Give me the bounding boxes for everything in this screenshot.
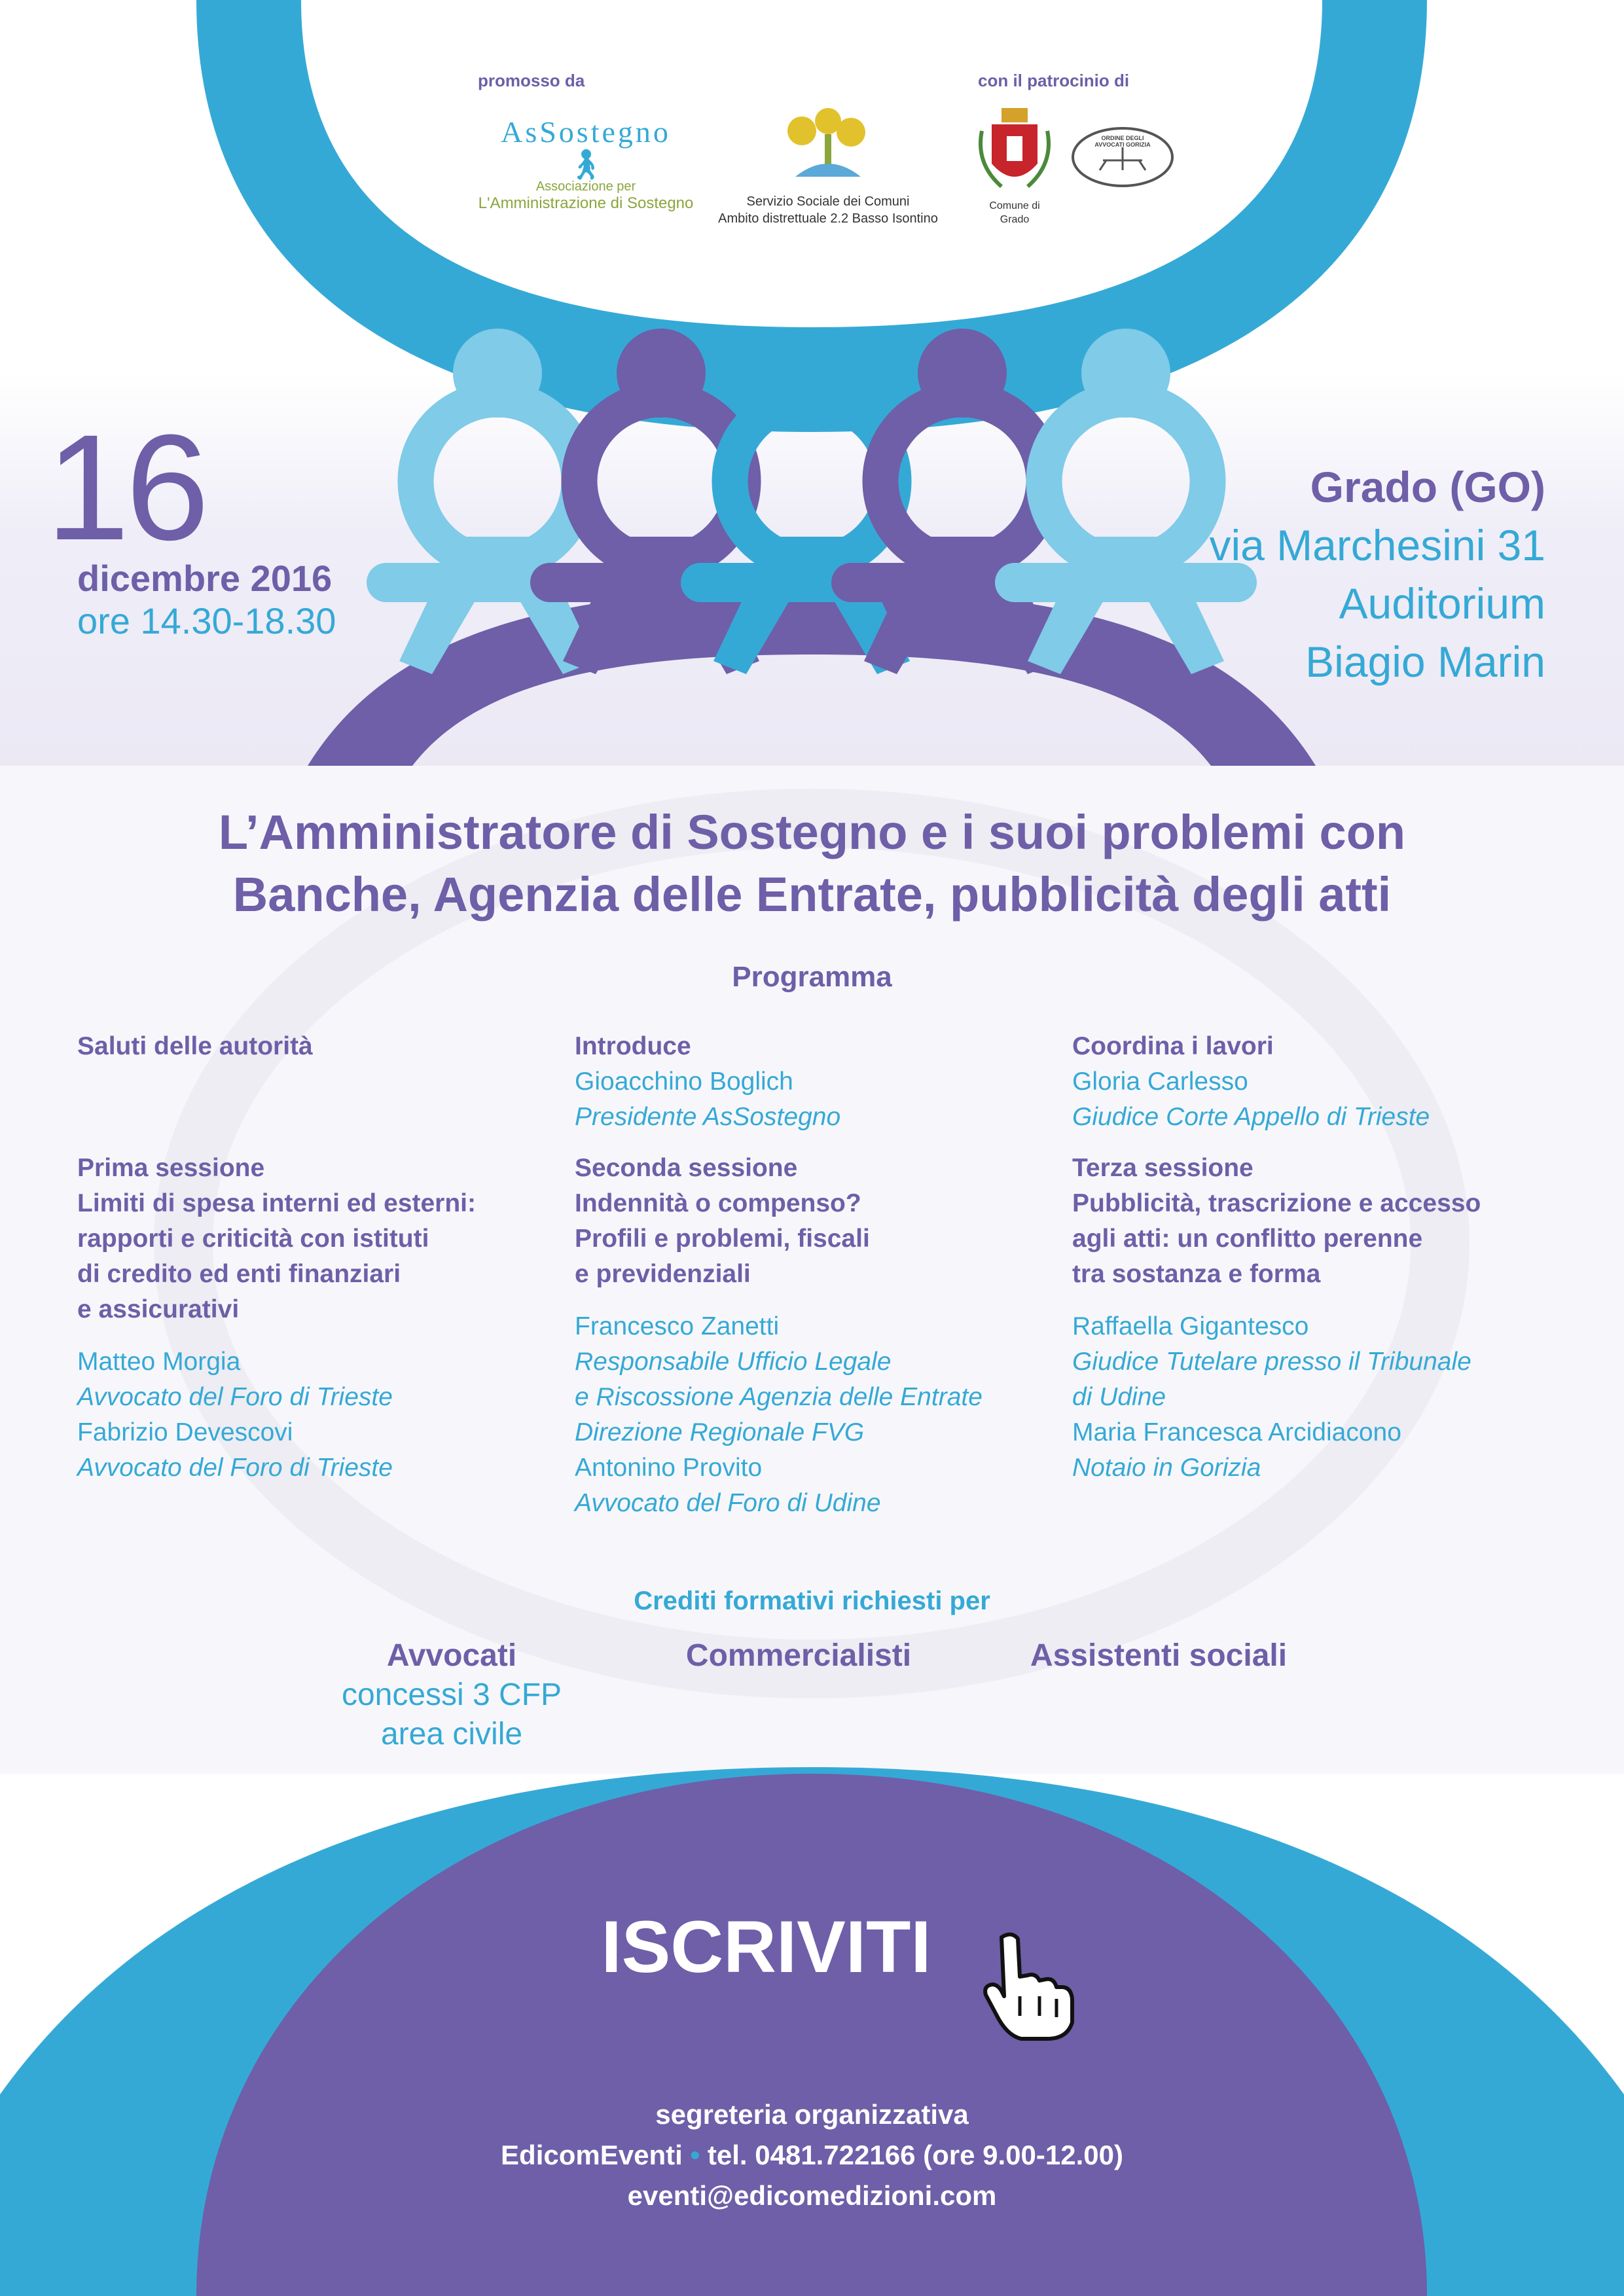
ordine-seal-icon (1070, 124, 1175, 190)
promoted-by-label: promosso da (478, 71, 585, 90)
credit-avvocati-label: Avvocati (386, 1638, 517, 1673)
programme-column-1 (77, 1029, 549, 1486)
session-3-topic-1: Pubblicità, trascrizione e accesso (1072, 1189, 1481, 1217)
speaker-gigantesco-role-2: di Udine (1072, 1383, 1166, 1411)
venue-hall-2: Biagio Marin (1305, 637, 1545, 687)
programme-heading: Programma (732, 961, 892, 993)
speaker-zanetti-role-3: Direzione Regionale FVG (575, 1418, 865, 1446)
patronage-label: con il patrocinio di (978, 71, 1130, 90)
speaker-arcidiacono-role: Notaio in Gorizia (1072, 1454, 1261, 1482)
assostegno-wordmark: AsSostegno (501, 115, 671, 149)
register-button[interactable]: ISCRIVITI (601, 1906, 931, 1988)
comune-line-1: Comune di (989, 200, 1040, 211)
speaker-devescovi: Fabrizio Devescovi (77, 1418, 293, 1446)
session-2-topic-2: Profili e problemi, fiscali (575, 1225, 870, 1253)
speaker-zanetti-role-2: e Riscossione Agenzia delle Entrate (575, 1383, 983, 1411)
secretariat-label: segreteria organizzativa (655, 2099, 969, 2130)
hand-pointer-icon[interactable] (982, 1931, 1080, 2042)
event-day: 16 (46, 403, 206, 571)
servizio-sociale-logo (717, 105, 939, 227)
title-line-2: Banche, Agenzia delle Entrate, pubblicità degli atti (232, 867, 1392, 922)
assostegno-subtitle-2: L'Amministrazione di Sostegno (478, 194, 694, 212)
speaker-morgia: Matteo Morgia (77, 1348, 241, 1376)
assostegno-logo (478, 115, 694, 213)
email-link[interactable]: eventi@edicomedizioni.com (627, 2180, 997, 2211)
separator-bullet: • (690, 2140, 700, 2170)
session-3-label: Terza sessione (1072, 1154, 1254, 1182)
session-2-label: Seconda sessione (575, 1154, 798, 1182)
coordinator-name: Gloria Carlesso (1072, 1067, 1248, 1096)
comune-grado-logo (975, 105, 1054, 227)
speaker-zanetti-role-1: Responsabile Ufficio Legale (575, 1348, 892, 1376)
intro-name: Gioacchino Boglich (575, 1067, 793, 1096)
ordine-text: ORDINE DEGLI AVVOCATI GORIZIA (1094, 135, 1151, 148)
venue-city: Grado (GO) (1310, 463, 1545, 511)
intro-role: Presidente AsSostegno (575, 1103, 841, 1131)
servizio-line-2: Ambito distrettuale 2.2 Basso Isontino (718, 211, 938, 226)
speaker-provito: Antonino Provito (575, 1454, 763, 1482)
session-3-topic-3: tra sostanza e forma (1072, 1260, 1321, 1288)
session-1-topic-4: e assicurativi (77, 1295, 240, 1323)
company-name: EdicomEventi (501, 2140, 683, 2170)
venue-block (1087, 458, 1545, 691)
session-1-label: Prima sessione (77, 1154, 265, 1182)
speaker-morgia-role: Avvocato del Foro di Trieste (77, 1383, 393, 1411)
footer-secretariat (0, 2094, 1624, 2216)
title-line-1: L’Amministratore di Sostegno e i suoi problemi con (218, 805, 1406, 859)
event-month-year: dicembre 2016 (77, 558, 333, 599)
speaker-zanetti: Francesco Zanetti (575, 1312, 780, 1340)
credit-avvocati-line-1: concessi 3 CFP (341, 1677, 562, 1712)
credits-heading: Crediti formativi richiesti per (634, 1587, 990, 1615)
credit-commercialisti: Commercialisti (685, 1638, 912, 1673)
speaker-provito-role: Avvocato del Foro di Udine (575, 1489, 881, 1517)
credit-avvocati (308, 1636, 596, 1754)
session-1-topic-3: di credito ed enti finanziari (77, 1260, 401, 1288)
session-2-topic-3: e previdenziali (575, 1260, 751, 1288)
coordinator-role: Giudice Corte Appello di Trieste (1072, 1103, 1430, 1131)
welcome-label: Saluti delle autorità (77, 1032, 313, 1060)
phone-number[interactable]: tel. 0481.722166 (ore 9.00-12.00) (707, 2140, 1123, 2170)
speaker-devescovi-role: Avvocato del Foro di Trieste (77, 1454, 393, 1482)
assostegno-subtitle-1: Associazione per (535, 179, 636, 194)
venue-street: via Marchesini 31 (1209, 521, 1545, 570)
servizio-line-1: Servizio Sociale dei Comuni (746, 194, 910, 209)
speaker-gigantesco: Raffaella Gigantesco (1072, 1312, 1309, 1340)
contact-line (0, 2135, 1624, 2176)
venue-hall-1: Auditorium (1339, 579, 1545, 628)
session-3-topic-2: agli atti: un conflitto perenne (1072, 1225, 1423, 1253)
coat-of-arms-icon (975, 105, 1054, 196)
credit-assistenti-sociali: Assistenti sociali (1030, 1638, 1288, 1673)
programme-column-2 (575, 1029, 1046, 1521)
credit-avvocati-line-2: area civile (380, 1717, 523, 1751)
programme-column-3 (1072, 1029, 1543, 1486)
intro-label: Introduce (575, 1032, 691, 1060)
tree-icon (717, 105, 939, 190)
speaker-gigantesco-role-1: Giudice Tutelare presso il Tribunale (1072, 1348, 1471, 1376)
ordine-avvocati-logo (1070, 124, 1175, 190)
comune-line-2: Grado (1000, 213, 1030, 225)
assostegno-figures-icon: 🚶︎ (566, 147, 605, 181)
speaker-arcidiacono: Maria Francesca Arcidiacono (1072, 1418, 1401, 1446)
coordinator-label: Coordina i lavori (1072, 1032, 1274, 1060)
event-hours: ore 14.30-18.30 (77, 600, 336, 641)
session-1-topic-1: Limiti di spesa interni ed esterni: (77, 1189, 476, 1217)
session-2-topic-1: Indennità o compenso? (575, 1189, 861, 1217)
session-1-topic-2: rapporti e criticità con istituti (77, 1225, 429, 1253)
event-title (0, 802, 1624, 925)
